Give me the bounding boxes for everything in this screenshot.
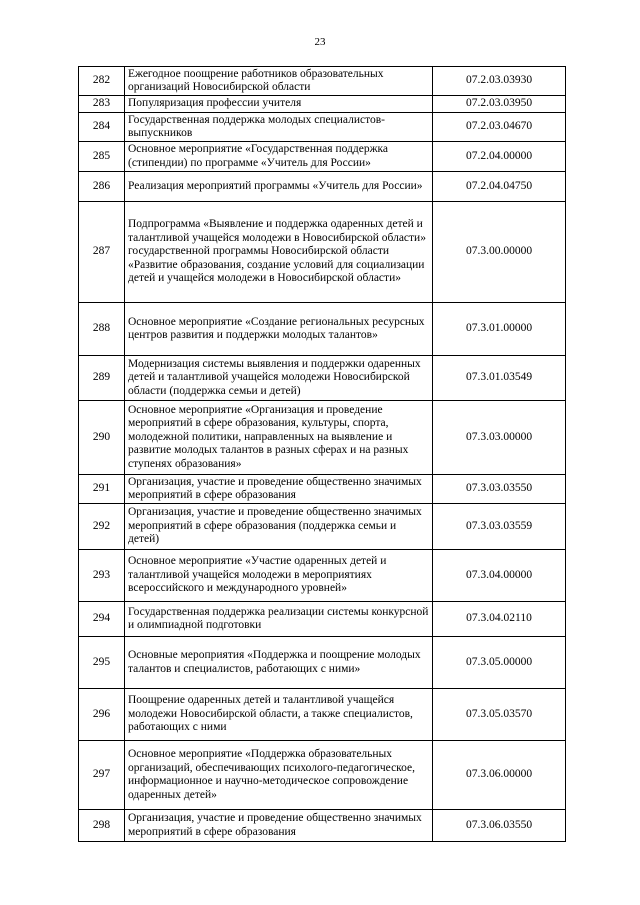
table-row: [79, 172, 566, 202]
row-number: 294: [79, 602, 125, 637]
row-number: 292: [79, 504, 125, 550]
row-number: 297: [79, 741, 125, 810]
table-row: [79, 303, 566, 356]
row-code: 07.2.03.03950: [433, 96, 566, 113]
row-name: Основное мероприятие «Государственная поддержка (стипендии) по программе «Учитель для России»: [125, 142, 433, 172]
row-number: 282: [79, 67, 125, 96]
row-name: Популяризация профессии учителя: [125, 96, 433, 113]
row-name: Основное мероприятие «Создание региональных ресурсных центров развития и поддержки молодых талантов»: [125, 303, 433, 356]
row-code: 07.3.03.03550: [433, 475, 566, 504]
table-row: [79, 475, 566, 504]
table-row: [79, 550, 566, 602]
row-name: Государственная поддержка молодых специалистов-выпускников: [125, 113, 433, 142]
table-row: [79, 202, 566, 303]
row-name: Поощрение одаренных детей и талантливой учащейся молодежи Новосибирской области, а также специалистов, работающих с ними: [125, 689, 433, 741]
table-row: [79, 96, 566, 113]
row-name: Реализация мероприятий программы «Учитель для России»: [125, 172, 433, 202]
row-number: 283: [79, 96, 125, 113]
row-code: 07.3.03.00000: [433, 401, 566, 475]
table-row: [79, 689, 566, 741]
row-number: 285: [79, 142, 125, 172]
budget-classification-table: [78, 66, 566, 842]
table-row: [79, 602, 566, 637]
table-row: [79, 810, 566, 842]
row-name: Основные мероприятия «Поддержка и поощрение молодых талантов и специалистов, работающих с ними»: [125, 637, 433, 689]
row-code: 07.3.01.03549: [433, 356, 566, 401]
table-row: [79, 401, 566, 475]
row-name: Основное мероприятие «Поддержка образовательных организаций, обеспечивающих психолого-педагогическое, информационное и научно-методическое сопровождение одаренных детей»: [125, 741, 433, 810]
row-code: 07.3.06.03550: [433, 810, 566, 842]
row-code: 07.3.00.00000: [433, 202, 566, 303]
row-code: 07.3.06.00000: [433, 741, 566, 810]
row-name: Организация, участие и проведение общественно значимых мероприятий в сфере образования: [125, 810, 433, 842]
row-number: 290: [79, 401, 125, 475]
row-number: 295: [79, 637, 125, 689]
row-code: 07.2.03.03930: [433, 67, 566, 96]
row-number: 288: [79, 303, 125, 356]
row-code: 07.3.01.00000: [433, 303, 566, 356]
row-number: 293: [79, 550, 125, 602]
table-row: [79, 113, 566, 142]
row-name: Организация, участие и проведение общественно значимых мероприятий в сфере образования: [125, 475, 433, 504]
row-name: Модернизация системы выявления и поддержки одаренных детей и талантливой учащейся молодежи Новосибирской области (поддержка семьи и детей): [125, 356, 433, 401]
row-name: Государственная поддержка реализации системы конкурсной и олимпиадной подготовки: [125, 602, 433, 637]
row-code: 07.2.04.00000: [433, 142, 566, 172]
table-row: [79, 67, 566, 96]
row-code: 07.2.03.04670: [433, 113, 566, 142]
row-code: 07.2.04.04750: [433, 172, 566, 202]
row-code: 07.3.03.03559: [433, 504, 566, 550]
row-code: 07.3.04.02110: [433, 602, 566, 637]
row-name: Основное мероприятие «Организация и проведение мероприятий в сфере образования, культуры, спорта, молодежной политики, направленных на выявление и развитие молодых талантов в разных сферах и на разных ступенях образования»: [125, 401, 433, 475]
row-number: 284: [79, 113, 125, 142]
table-body: [79, 67, 566, 842]
table-row: [79, 356, 566, 401]
row-code: 07.3.04.00000: [433, 550, 566, 602]
row-number: 296: [79, 689, 125, 741]
row-name: Подпрограмма «Выявление и поддержка одаренных детей и талантливой учащейся молодежи в Новосибирской области» государственной программы Новосибирской области «Развитие образования, создание условий для социализации детей и учащейся молодежи в Новосибирской области»: [125, 202, 433, 303]
row-number: 286: [79, 172, 125, 202]
row-number: 298: [79, 810, 125, 842]
page-number: 23: [314, 36, 326, 48]
row-number: 289: [79, 356, 125, 401]
row-name: Организация, участие и проведение общественно значимых мероприятий в сфере образования (поддержка семьи и детей): [125, 504, 433, 550]
row-number: 291: [79, 475, 125, 504]
table-row: [79, 741, 566, 810]
row-code: 07.3.05.00000: [433, 637, 566, 689]
table-row: [79, 142, 566, 172]
row-number: 287: [79, 202, 125, 303]
table-row: [79, 504, 566, 550]
table-row: [79, 637, 566, 689]
row-code: 07.3.05.03570: [433, 689, 566, 741]
row-name: Основное мероприятие «Участие одаренных детей и талантливой учащейся молодежи в мероприятиях всероссийского и международного уровней»: [125, 550, 433, 602]
row-name: Ежегодное поощрение работников образовательных организаций Новосибирской области: [125, 67, 433, 96]
